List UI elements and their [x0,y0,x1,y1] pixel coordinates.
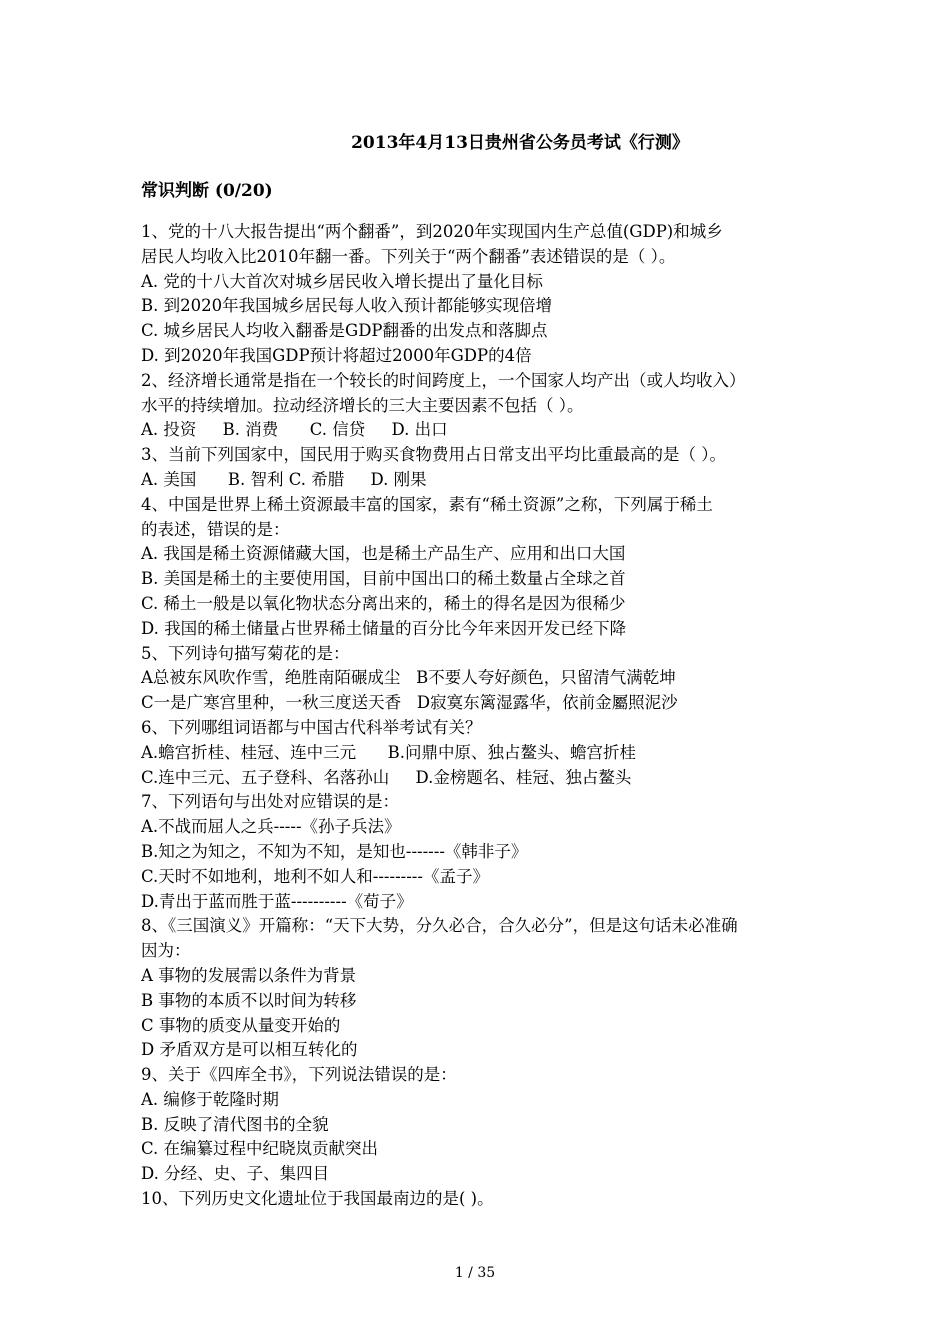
document-title: 2013年4月13日贵州省公务员考试《行测》 [351,133,689,153]
text-line: D. 分经、史、子、集四目 [141,1164,330,1184]
text-line: C. 在编纂过程中纪晓岚贡献突出 [141,1139,379,1159]
text-line: B. 美国是稀土的主要使用国，目前中国出口的稀土数量占全球之首 [141,569,626,589]
text-line: C.连中三元、五子登科、名落孙山 D.金榜题名、桂冠、独占鳌头 [141,767,632,787]
text-line: B 事物的本质不以时间为转移 [141,990,357,1010]
text-line: A. 编修于乾隆时期 [141,1089,279,1109]
text-line: C. 稀土一般是以氧化物状态分离出来的，稀土的得名是因为很稀少 [141,593,626,613]
text-line: A. 我国是稀土资源储藏大国，也是稀土产品生产、应用和出口大国 [141,544,626,564]
text-line: 4、中国是世界上稀土资源最丰富的国家，素有“稀土资源”之称，下列属于稀土 [141,494,713,514]
text-line: 水平的持续增加。拉动经济增长的三大主要因素不包括（ ）。 [141,395,584,415]
text-line: C一是广寒宫里种，一秋三度送天香 D寂寞东篱湿露华，依前金屬照泥沙 [141,693,678,713]
text-line: A. 投资 B. 消费 C. 信贷 D. 出口 [141,420,448,440]
text-line: C.天时不如地利，地利不如人和---------《孟子》 [141,866,489,886]
text-line: A.蟾宫折桂、桂冠、连中三元 B.问鼎中原、独占鳌头、蟾宫折桂 [141,742,636,762]
text-line: C. 城乡居民人均收入翻番是GDP翻番的出发点和落脚点 [141,321,548,341]
text-line: 6、下列哪组词语都与中国古代科举考试有关？ [141,717,482,737]
page-number: 1 / 35 [454,1265,496,1281]
text-line: A总被东风吹作雪，绝胜南陌碾成尘 B不要人夸好颜色，只留清气满乾坤 [141,668,676,688]
text-line: A. 美国 B. 智利 C. 希腊 D. 刚果 [141,469,427,489]
text-line: D 矛盾双方是可以相互转化的 [141,1040,358,1060]
text-line: D. 我国的稀土储量占世界稀土储量的百分比今年来因开发已经下降 [141,618,627,638]
text-line: B.知之为知之，不知为不知，是知也-------《韩非子》 [141,841,528,861]
text-line: A. 党的十八大首次对城乡居民收入增长提出了量化目标 [141,271,543,291]
text-line: 1、党的十八大报告提出“两个翻番”，到2020年实现国内生产总值(GDP)和城乡 [141,222,723,241]
text-line: 2、经济增长通常是指在一个较长的时间跨度上，一个国家人均产出（或人均收入） [141,370,746,390]
text-line: D.青出于蓝而胜于蓝----------《荀子》 [141,891,413,911]
text-line: 5、下列诗句描写菊花的是： [141,643,350,663]
text-line: 因为： [141,941,191,961]
text-line: B. 反映了清代图书的全貌 [141,1114,329,1134]
text-line: 居民人均收入比2010年翻一番。下列关于“两个翻番”表述错误的是（ ）。 [141,246,676,266]
text-line: 3、当前下列国家中，国民用于购买食物费用占日常支出平均比重最高的是（ ）。 [141,445,726,465]
text-line: 8、《三国演义》开篇称：“天下大势，分久必合，合久必分”，但是这句话未必准确 [141,916,738,936]
text-line: A 事物的发展需以条件为背景 [141,965,357,985]
section-title: 常识判断 (0/20) [141,181,273,201]
text-line: C 事物的质变从量变开始的 [141,1015,341,1035]
question-body [141,220,821,1212]
text-line: 的表述，错误的是： [141,519,290,539]
text-line: B. 到2020年我国城乡居民每人收入预计都能够实现倍增 [141,296,553,316]
text-line: 9、关于《四库全书》，下列说法错误的是： [141,1065,457,1085]
text-line: 7、下列语句与出处对应错误的是： [141,792,399,812]
text-line: A.不战而屈人之兵-----《孙子兵法》 [141,817,401,837]
text-line: 10、下列历史文化遗址位于我国最南边的是( )。 [141,1189,494,1209]
text-line: D. 到2020年我国GDP预计将超过2000年GDP的4倍 [141,345,532,365]
